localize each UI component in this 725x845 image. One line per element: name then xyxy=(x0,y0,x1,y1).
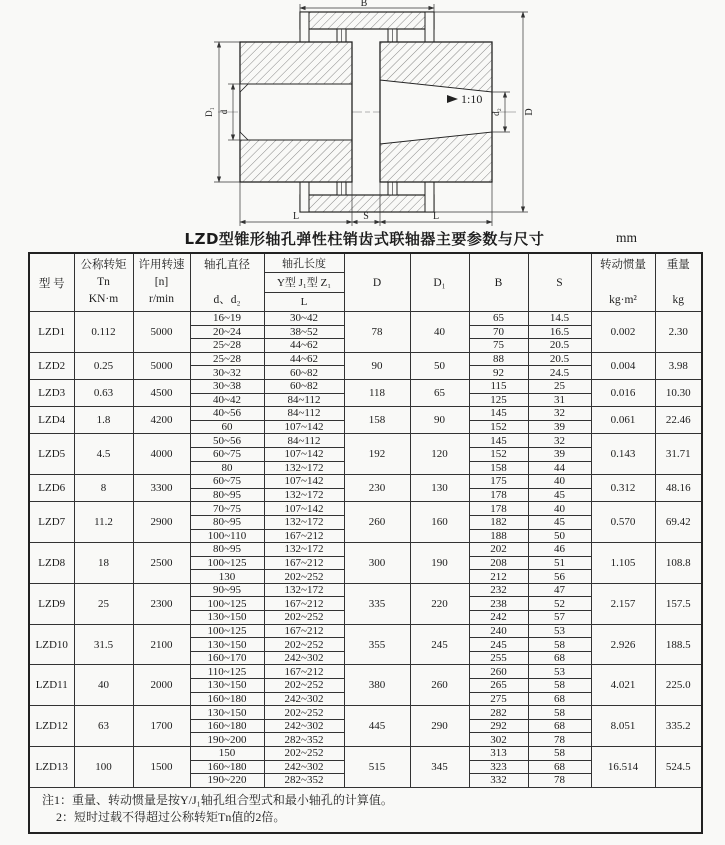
cell-inertia: 2.157 xyxy=(591,583,655,624)
cell-B: 313 xyxy=(469,747,528,761)
cell-B: 92 xyxy=(469,366,528,380)
cell-B: 125 xyxy=(469,393,528,407)
sleeve-bottom xyxy=(300,182,434,212)
cell-B: 302 xyxy=(469,733,528,747)
cell-B: 265 xyxy=(469,679,528,693)
cell-S: 53 xyxy=(528,665,591,679)
col-D1: D₁ xyxy=(410,253,469,312)
cell-B: 255 xyxy=(469,651,528,665)
cell-speed: 4000 xyxy=(133,434,190,475)
cell-S: 53 xyxy=(528,624,591,638)
cell-model: LZD8 xyxy=(29,543,74,584)
cell-S: 58 xyxy=(528,638,591,652)
cell-inertia: 0.002 xyxy=(591,312,655,353)
dim-B xyxy=(300,0,434,12)
cell-bore-dia: 80~95 xyxy=(190,515,264,529)
cell-bore-length: 44~62 xyxy=(264,339,344,353)
cell-bore-length: 202~252 xyxy=(264,638,344,652)
col-D: D xyxy=(344,253,410,312)
cell-D: 445 xyxy=(344,706,410,747)
table-header xyxy=(29,253,702,312)
cell-B: 238 xyxy=(469,597,528,611)
cell-weight: 157.5 xyxy=(655,583,702,624)
cell-speed: 5000 xyxy=(133,312,190,353)
cell-bore-length: 282~352 xyxy=(264,774,344,788)
cell-model: LZD1 xyxy=(29,312,74,353)
cell-bore-length: 202~252 xyxy=(264,679,344,693)
note-2: 2：短时过载不得超过公称转矩Tn值的2倍。 xyxy=(56,809,286,824)
cell-bore-dia: 50~56 xyxy=(190,434,264,448)
cell-bore-length: 132~172 xyxy=(264,583,344,597)
cell-S: 46 xyxy=(528,543,591,557)
dim-label-L-right: L xyxy=(432,211,440,222)
cell-bore-length: 242~302 xyxy=(264,651,344,665)
cell-model: LZD3 xyxy=(29,379,74,406)
cell-bore-dia: 80~95 xyxy=(190,543,264,557)
cell-inertia: 0.061 xyxy=(591,407,655,434)
cell-D1: 290 xyxy=(410,706,469,747)
cell-bore-dia: 130~150 xyxy=(190,679,264,693)
cell-bore-length: 132~172 xyxy=(264,488,344,502)
speed-unit: r/min xyxy=(149,293,174,305)
cell-D1: 245 xyxy=(410,624,469,665)
col-torque xyxy=(74,253,133,312)
page-title: LZD型锥形轴孔弹性柱销齿式联轴器主要参数与尺寸 xyxy=(184,230,545,248)
cell-D: 335 xyxy=(344,583,410,624)
cell-S: 44 xyxy=(528,461,591,475)
cell-B: 70 xyxy=(469,325,528,339)
cell-weight: 48.16 xyxy=(655,475,702,502)
cell-weight: 10.30 xyxy=(655,379,702,406)
weight-title: 重量 xyxy=(666,258,690,271)
cell-bore-dia: 100~125 xyxy=(190,597,264,611)
bore-dia-symbol: d、d₂ xyxy=(213,293,241,306)
cell-S: 58 xyxy=(528,706,591,720)
cell-inertia: 0.016 xyxy=(591,379,655,406)
table-row xyxy=(29,665,702,679)
cell-B: 152 xyxy=(469,420,528,434)
cell-B: 202 xyxy=(469,543,528,557)
speed-symbol: [n] xyxy=(154,276,169,288)
cell-B: 282 xyxy=(469,706,528,720)
cell-bore-dia: 160~180 xyxy=(190,760,264,774)
cell-bore-length: 202~252 xyxy=(264,611,344,625)
cell-S: 32 xyxy=(528,407,591,421)
cell-bore-length: 202~252 xyxy=(264,747,344,761)
table-row xyxy=(29,624,702,638)
cell-bore-dia: 80 xyxy=(190,461,264,475)
cell-B: 75 xyxy=(469,339,528,353)
notes-cell xyxy=(29,787,702,833)
cell-torque: 0.63 xyxy=(74,379,133,406)
cell-bore-dia: 150 xyxy=(190,747,264,761)
table-body xyxy=(29,312,702,788)
cell-speed: 3300 xyxy=(133,475,190,502)
cell-S: 39 xyxy=(528,420,591,434)
table-row xyxy=(29,379,702,393)
cell-weight: 188.5 xyxy=(655,624,702,665)
cell-S: 47 xyxy=(528,583,591,597)
table-row xyxy=(29,407,702,421)
cell-bore-length: 60~82 xyxy=(264,379,344,393)
cell-weight: 3.98 xyxy=(655,352,702,379)
cell-S: 14.5 xyxy=(528,312,591,326)
cell-torque: 11.2 xyxy=(74,502,133,543)
cell-S: 45 xyxy=(528,515,591,529)
cell-S: 20.5 xyxy=(528,352,591,366)
dim-label-B: B xyxy=(360,0,368,9)
cell-weight: 335.2 xyxy=(655,706,702,747)
cell-B: 323 xyxy=(469,760,528,774)
cell-torque: 4.5 xyxy=(74,434,133,475)
cell-bore-dia: 20~24 xyxy=(190,325,264,339)
notes-row xyxy=(29,787,702,833)
cell-D1: 260 xyxy=(410,665,469,706)
cell-D1: 345 xyxy=(410,747,469,788)
cell-weight: 31.71 xyxy=(655,434,702,475)
cell-B: 240 xyxy=(469,624,528,638)
cell-bore-dia: 100~125 xyxy=(190,556,264,570)
cell-bore-length: 44~62 xyxy=(264,352,344,366)
cell-speed: 4200 xyxy=(133,407,190,434)
cell-D1: 40 xyxy=(410,312,469,353)
cell-bore-length: 84~112 xyxy=(264,393,344,407)
cell-B: 175 xyxy=(469,475,528,489)
cell-torque: 0.25 xyxy=(74,352,133,379)
cell-bore-dia: 30~38 xyxy=(190,379,264,393)
table-row xyxy=(29,747,702,761)
cell-weight: 524.5 xyxy=(655,747,702,788)
cell-bore-dia: 110~125 xyxy=(190,665,264,679)
cell-D: 355 xyxy=(344,624,410,665)
cell-bore-length: 167~212 xyxy=(264,624,344,638)
cell-bore-dia: 40~56 xyxy=(190,407,264,421)
bore-length-title: 轴孔长度 xyxy=(282,258,326,271)
bore-length-symbol: L xyxy=(300,295,308,308)
cell-model: LZD4 xyxy=(29,407,74,434)
header-row xyxy=(29,253,702,312)
cell-inertia: 0.312 xyxy=(591,475,655,502)
cell-torque: 0.112 xyxy=(74,312,133,353)
cell-D: 90 xyxy=(344,352,410,379)
cell-B: 275 xyxy=(469,692,528,706)
cell-bore-dia: 60 xyxy=(190,420,264,434)
cell-weight: 2.30 xyxy=(655,312,702,353)
inertia-title: 转动惯量 xyxy=(600,258,646,271)
dim-label-d: d xyxy=(219,109,229,115)
table-row xyxy=(29,583,702,597)
cell-bore-dia: 16~19 xyxy=(190,312,264,326)
table-row xyxy=(29,543,702,557)
parameter-table xyxy=(28,252,703,834)
cell-B: 88 xyxy=(469,352,528,366)
col-S: S xyxy=(528,253,591,312)
cell-S: 39 xyxy=(528,447,591,461)
cell-bore-length: 132~172 xyxy=(264,515,344,529)
cell-D: 230 xyxy=(344,475,410,502)
cell-bore-dia: 90~95 xyxy=(190,583,264,597)
cell-model: LZD12 xyxy=(29,706,74,747)
cell-torque: 100 xyxy=(74,747,133,788)
cell-D1: 190 xyxy=(410,543,469,584)
cell-torque: 40 xyxy=(74,665,133,706)
cell-B: 178 xyxy=(469,488,528,502)
cell-bore-dia: 130~150 xyxy=(190,611,264,625)
cell-S: 57 xyxy=(528,611,591,625)
cell-bore-length: 132~172 xyxy=(264,461,344,475)
cell-B: 145 xyxy=(469,434,528,448)
table-footer xyxy=(29,787,702,833)
cell-inertia: 0.004 xyxy=(591,352,655,379)
cell-S: 50 xyxy=(528,529,591,543)
coupling-drawing xyxy=(0,0,725,228)
right-hub xyxy=(380,42,492,182)
cell-bore-dia: 100~125 xyxy=(190,624,264,638)
cell-D: 78 xyxy=(344,312,410,353)
col-model: 型 号 xyxy=(29,253,74,312)
cell-bore-dia: 80~95 xyxy=(190,488,264,502)
cell-speed: 4500 xyxy=(133,379,190,406)
table-row xyxy=(29,312,702,326)
dim-label-L-left: L xyxy=(292,211,300,222)
weight-unit: kg xyxy=(672,293,684,306)
speed-title: 许用转速 xyxy=(138,259,185,271)
cell-S: 68 xyxy=(528,719,591,733)
cell-model: LZD13 xyxy=(29,747,74,788)
cell-S: 40 xyxy=(528,475,591,489)
cell-bore-length: 242~302 xyxy=(264,692,344,706)
cell-torque: 1.8 xyxy=(74,407,133,434)
cell-bore-length: 282~352 xyxy=(264,733,344,747)
cell-B: 158 xyxy=(469,461,528,475)
cell-D: 118 xyxy=(344,379,410,406)
cell-model: LZD5 xyxy=(29,434,74,475)
cell-bore-dia: 70~75 xyxy=(190,502,264,516)
cell-B: 332 xyxy=(469,774,528,788)
cell-S: 31 xyxy=(528,393,591,407)
coupling-drawing-svg xyxy=(0,0,725,228)
col-B: B xyxy=(469,253,528,312)
cell-B: 292 xyxy=(469,719,528,733)
cell-S: 78 xyxy=(528,774,591,788)
cell-bore-dia: 190~220 xyxy=(190,774,264,788)
cell-inertia: 0.570 xyxy=(591,502,655,543)
cell-bore-length: 107~142 xyxy=(264,447,344,461)
cell-S: 45 xyxy=(528,488,591,502)
cell-torque: 63 xyxy=(74,706,133,747)
cell-S: 25 xyxy=(528,379,591,393)
cell-D: 158 xyxy=(344,407,410,434)
cell-inertia: 2.926 xyxy=(591,624,655,665)
cell-speed: 2000 xyxy=(133,665,190,706)
dim-label-d2: d₂ xyxy=(491,108,501,116)
cell-weight: 22.46 xyxy=(655,407,702,434)
cell-bore-length: 84~112 xyxy=(264,407,344,421)
cell-bore-dia: 190~200 xyxy=(190,733,264,747)
cell-bore-length: 84~112 xyxy=(264,434,344,448)
dim-label-D1: D₁ xyxy=(204,107,214,117)
left-hub xyxy=(240,42,352,182)
cell-D1: 160 xyxy=(410,502,469,543)
inertia-unit: kg·m² xyxy=(609,293,637,306)
col-weight xyxy=(655,253,702,312)
cell-D1: 50 xyxy=(410,352,469,379)
dim-label-D: D xyxy=(524,108,535,116)
cell-speed: 2900 xyxy=(133,502,190,543)
table-row xyxy=(29,475,702,489)
cell-speed: 2300 xyxy=(133,583,190,624)
cell-inertia: 16.514 xyxy=(591,747,655,788)
cell-bore-length: 60~82 xyxy=(264,366,344,380)
cell-bore-length: 30~42 xyxy=(264,312,344,326)
cell-S: 56 xyxy=(528,570,591,584)
cell-B: 65 xyxy=(469,312,528,326)
cell-inertia: 4.021 xyxy=(591,665,655,706)
cell-bore-dia: 40~42 xyxy=(190,393,264,407)
cell-model: LZD2 xyxy=(29,352,74,379)
col-speed xyxy=(133,253,190,312)
cell-D1: 120 xyxy=(410,434,469,475)
cell-bore-length: 167~212 xyxy=(264,556,344,570)
cell-bore-length: 107~142 xyxy=(264,475,344,489)
cell-B: 208 xyxy=(469,556,528,570)
cell-bore-length: 242~302 xyxy=(264,719,344,733)
col-bore-dia xyxy=(190,253,264,312)
cell-B: 182 xyxy=(469,515,528,529)
cell-torque: 18 xyxy=(74,543,133,584)
cell-bore-length: 167~212 xyxy=(264,529,344,543)
cell-D: 380 xyxy=(344,665,410,706)
cell-bore-length: 242~302 xyxy=(264,760,344,774)
cell-speed: 2100 xyxy=(133,624,190,665)
cell-speed: 1500 xyxy=(133,747,190,788)
cell-model: LZD10 xyxy=(29,624,74,665)
cell-bore-dia: 60~75 xyxy=(190,475,264,489)
cell-S: 32 xyxy=(528,434,591,448)
cell-D: 260 xyxy=(344,502,410,543)
cell-model: LZD6 xyxy=(29,475,74,502)
cell-bore-dia: 130~150 xyxy=(190,638,264,652)
cell-S: 40 xyxy=(528,502,591,516)
bore-length-types: Y型 J₁型 Z₁ xyxy=(265,272,344,292)
cell-bore-dia: 25~28 xyxy=(190,352,264,366)
cell-B: 242 xyxy=(469,611,528,625)
cell-S: 20.5 xyxy=(528,339,591,353)
cell-S: 16.5 xyxy=(528,325,591,339)
cell-speed: 2500 xyxy=(133,543,190,584)
dim-label-S: S xyxy=(363,211,369,222)
cell-inertia: 0.143 xyxy=(591,434,655,475)
cell-weight: 69.42 xyxy=(655,502,702,543)
cell-S: 78 xyxy=(528,733,591,747)
title-row xyxy=(28,228,701,250)
cell-D1: 90 xyxy=(410,407,469,434)
table-row xyxy=(29,502,702,516)
cell-B: 178 xyxy=(469,502,528,516)
cell-weight: 108.8 xyxy=(655,543,702,584)
table-row xyxy=(29,352,702,366)
cell-B: 260 xyxy=(469,665,528,679)
cell-speed: 1700 xyxy=(133,706,190,747)
cell-weight: 225.0 xyxy=(655,665,702,706)
cell-bore-dia: 160~180 xyxy=(190,719,264,733)
cell-B: 188 xyxy=(469,529,528,543)
cell-B: 145 xyxy=(469,407,528,421)
cell-bore-dia: 130 xyxy=(190,570,264,584)
cell-D1: 65 xyxy=(410,379,469,406)
cell-bore-dia: 100~110 xyxy=(190,529,264,543)
torque-unit: KN·m xyxy=(88,293,119,305)
sleeve-top xyxy=(300,12,434,42)
cell-S: 68 xyxy=(528,651,591,665)
cell-S: 24.5 xyxy=(528,366,591,380)
cell-inertia: 8.051 xyxy=(591,706,655,747)
cell-bore-length: 38~52 xyxy=(264,325,344,339)
cell-bore-length: 167~212 xyxy=(264,665,344,679)
cell-bore-dia: 130~150 xyxy=(190,706,264,720)
cell-D1: 220 xyxy=(410,583,469,624)
torque-symbol: Tn xyxy=(97,276,110,288)
cell-bore-length: 202~252 xyxy=(264,706,344,720)
cell-S: 52 xyxy=(528,597,591,611)
cell-D: 300 xyxy=(344,543,410,584)
cell-B: 115 xyxy=(469,379,528,393)
cell-bore-dia: 160~180 xyxy=(190,692,264,706)
cell-torque: 31.5 xyxy=(74,624,133,665)
cell-S: 58 xyxy=(528,747,591,761)
cell-S: 68 xyxy=(528,692,591,706)
cell-S: 51 xyxy=(528,556,591,570)
cell-S: 58 xyxy=(528,679,591,693)
table-row xyxy=(29,706,702,720)
cell-bore-length: 132~172 xyxy=(264,543,344,557)
cell-bore-dia: 160~170 xyxy=(190,651,264,665)
cell-D1: 130 xyxy=(410,475,469,502)
torque-title: 公称转矩 xyxy=(80,259,127,271)
col-inertia xyxy=(591,253,655,312)
table-row xyxy=(29,434,702,448)
note-1: 注1：重量、转动惯量是按Y/J₁轴孔组合型式和最小轴孔的计算值。 xyxy=(42,792,393,807)
cell-bore-dia: 30~32 xyxy=(190,366,264,380)
cell-inertia: 1.105 xyxy=(591,543,655,584)
cell-torque: 25 xyxy=(74,583,133,624)
cell-bore-length: 202~252 xyxy=(264,570,344,584)
bore-dia-title: 轴孔直径 xyxy=(204,258,250,271)
cell-B: 212 xyxy=(469,570,528,584)
cell-D: 192 xyxy=(344,434,410,475)
cell-B: 245 xyxy=(469,638,528,652)
cell-model: LZD11 xyxy=(29,665,74,706)
cell-bore-dia: 25~28 xyxy=(190,339,264,353)
cell-B: 232 xyxy=(469,583,528,597)
cell-bore-length: 107~142 xyxy=(264,502,344,516)
cell-S: 68 xyxy=(528,760,591,774)
col-bore-length xyxy=(264,253,344,312)
cell-torque: 8 xyxy=(74,475,133,502)
cell-D: 515 xyxy=(344,747,410,788)
taper-label: 1:10 xyxy=(461,92,483,106)
unit-label: mm xyxy=(616,230,638,245)
cell-B: 152 xyxy=(469,447,528,461)
cell-model: LZD7 xyxy=(29,502,74,543)
cell-bore-length: 107~142 xyxy=(264,420,344,434)
cell-speed: 5000 xyxy=(133,352,190,379)
cell-bore-length: 167~212 xyxy=(264,597,344,611)
cell-model: LZD9 xyxy=(29,583,74,624)
cell-bore-dia: 60~75 xyxy=(190,447,264,461)
